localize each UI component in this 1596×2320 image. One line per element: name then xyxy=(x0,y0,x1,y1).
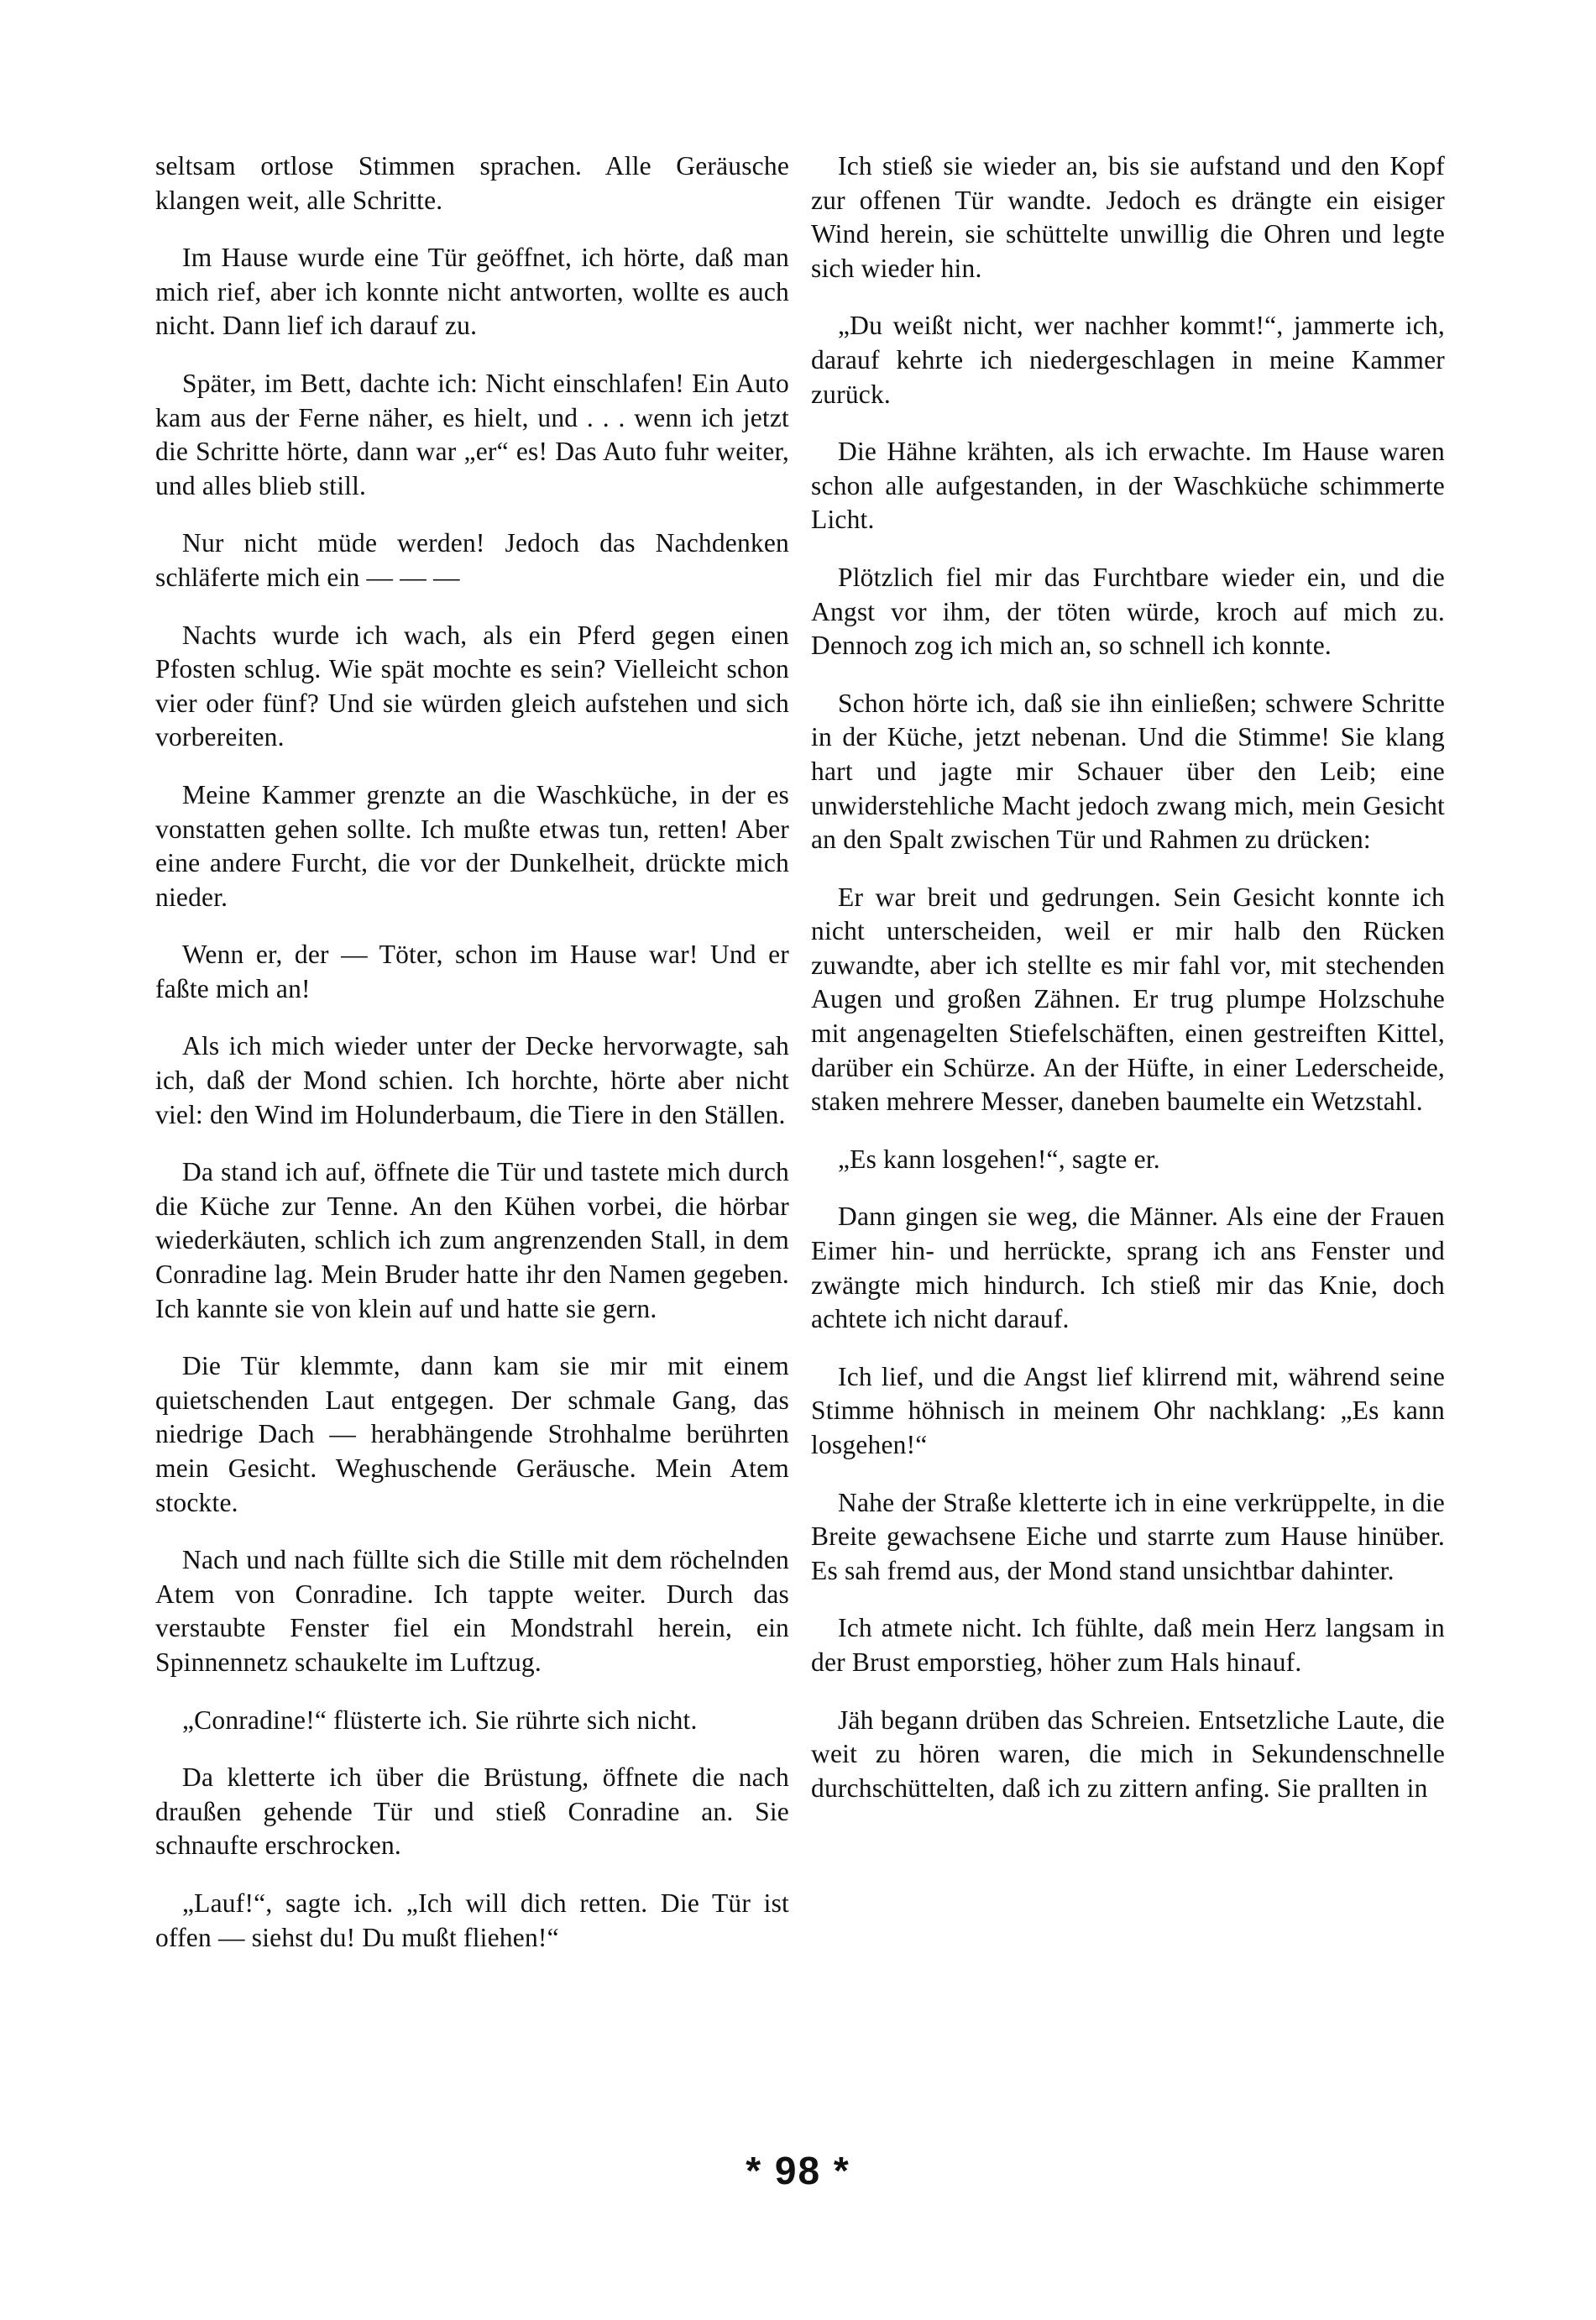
paragraph: seltsam ortlose Stimmen sprachen. Alle Geräusche klangen weit, alle Schritte. xyxy=(155,151,789,215)
paragraph: „Du weißt nicht, wer nachher kommt!“, jammerte ich, darauf kehrte ich niedergeschlagen in meine Kammer zurück. xyxy=(811,311,1445,409)
paragraph: Ich atmete nicht. Ich fühlte, daß mein Herz langsam in der Brust emporstieg, höher zum Hals hinauf. xyxy=(811,1613,1445,1677)
paragraph: Er war breit und gedrungen. Sein Gesicht konnte ich nicht unterscheiden, weil er mir halb den Rücken zuwandte, aber ich stellte es mir fahl vor, mit stechenden Augen und großen Zähnen. Er trug plumpe Holzschuhe mit angenagelten Stiefelschäften, einen gestreiften Kittel, darüber ein Schürze. An der Hüfte, in einer Lederscheide, staken mehrere Messer, daneben baumelte ein Wetzstahl. xyxy=(811,882,1445,1117)
paragraph: „Conradine!“ flüsterte ich. Sie rührte sich nicht. xyxy=(182,1705,698,1735)
paragraph: Im Hause wurde eine Tür geöffnet, ich hörte, daß man mich rief, aber ich konnte nicht antworten, wollte es auch nicht. Dann lief ich darauf zu. xyxy=(155,243,789,341)
paragraph: Die Tür klemmte, dann kam sie mir mit einem quietschenden Laut entgegen. Der schmale Gang, das niedrige Dach — herabhängende Strohhalme berührten mein Gesicht. Weghuschende Geräusche. Mein Atem stockte. xyxy=(155,1351,789,1517)
paragraph: Nach und nach füllte sich die Stille mit dem röchelnden Atem von Conradine. Ich tappte weiter. Durch das verstaubte Fenster fiel ein Mondstrahl herein, ein Spinnennetz schaukelte im Luftzug. xyxy=(155,1545,789,1677)
paragraph: Nahe der Straße kletterte ich in eine verkrüppelte, in die Breite gewachsene Eiche und starrte zum Hause hinüber. Es sah fremd aus, der Mond stand unsichtbar dahinter. xyxy=(811,1487,1445,1585)
paragraph: Schon hörte ich, daß sie ihn einließen; schwere Schritte in der Küche, jetzt nebenan. Und die Stimme! Sie klang hart und jagte mir Schauer über den Leib; eine unwiderstehliche Macht jedoch zwang mich, mein Gesicht an den Spalt zwischen Tür und Rahmen zu drücken: xyxy=(811,688,1445,855)
paragraph: Ich stieß sie wieder an, bis sie aufstand und den Kopf zur offenen Tür wandte. Jedoch es drängte ein eisiger Wind herein, sie schüttelte unwillig die Ohren und legte sich wieder hin. xyxy=(811,151,1445,283)
paragraph: „Lauf!“, sagte ich. „Ich will dich retten. Die Tür ist offen — siehst du! Du mußt fliehen!“ xyxy=(155,1888,789,1952)
paragraph: Da kletterte ich über die Brüstung, öffnete die nach draußen gehende Tür und stieß Conradine an. Sie schnaufte erschrocken. xyxy=(155,1762,789,1861)
paragraph: Da stand ich auf, öffnete die Tür und tastete mich durch die Küche zur Tenne. An den Kühen vorbei, die hörbar wiederkäuten, schlich ich zum angrenzenden Stall, in dem Conradine lag. Mein Bruder hatte ihr den Namen gegeben. Ich kannte sie von klein auf und hatte sie gern. xyxy=(155,1157,789,1323)
paragraph: Wenn er, der — Töter, schon im Hause war! Und er faßte mich an! xyxy=(155,940,789,1003)
paragraph: Nachts wurde ich wach, als ein Pferd gegen einen Pfosten schlug. Wie spät mochte es sein? Vielleicht schon vier oder fünf? Und sie würden gleich aufstehen und sich vorbereiten. xyxy=(155,620,789,752)
paragraph: Nur nicht müde werden! Jedoch das Nachdenken schläferte mich ein — — — xyxy=(155,528,789,592)
paragraph: Jäh begann drüben das Schreien. Entsetzliche Laute, die weit zu hören waren, die mich in Sekundenschnelle durchschüttelten, daß ich zu zittern anfing. Sie prallten in xyxy=(811,1705,1445,1803)
paragraph: Später, im Bett, dachte ich: Nicht einschlafen! Ein Auto kam aus der Ferne näher, es hielt, und . . . wenn ich jetzt die Schritte hörte, dann war „er“ es! Das Auto fuhr weiter, und alles blieb still. xyxy=(155,368,789,500)
paragraph: „Es kann losgehen!“, sagte er. xyxy=(838,1144,1160,1174)
right-text-column xyxy=(811,149,1445,1829)
left-text-column xyxy=(155,149,789,1978)
paragraph: Die Hähne krähten, als ich erwachte. Im Hause waren schon alle aufgestanden, in der Waschküche schimmerte Licht. xyxy=(811,437,1445,535)
page-number: * 98 * xyxy=(746,2149,850,2192)
paragraph: Dann gingen sie weg, die Männer. Als eine der Frauen Eimer hin- und herrückte, sprang ich ans Fenster und zwängte mich hindurch. Ich stieß mir das Knie, doch achtete ich nicht darauf. xyxy=(811,1202,1445,1334)
paragraph: Als ich mich wieder unter der Decke hervorwagte, sah ich, daß der Mond schien. Ich horchte, hörte aber nicht viel: den Wind im Holunderbaum, die Tiere in den Ställen. xyxy=(155,1031,789,1129)
paragraph: Plötzlich fiel mir das Furchtbare wieder ein, und die Angst vor ihm, der töten würde, kroch auf mich zu. Dennoch zog ich mich an, so schnell ich konnte. xyxy=(811,562,1445,661)
paragraph: Meine Kammer grenzte an die Waschküche, in der es vonstatten gehen sollte. Ich mußte etwas tun, retten! Aber eine andere Furcht, die vor der Dunkelheit, drückte mich nieder. xyxy=(155,779,789,912)
paragraph: Ich lief, und die Angst lief klirrend mit, während seine Stimme höhnisch in meinem Ohr nachklang: „Es kann losgehen!“ xyxy=(811,1361,1445,1459)
